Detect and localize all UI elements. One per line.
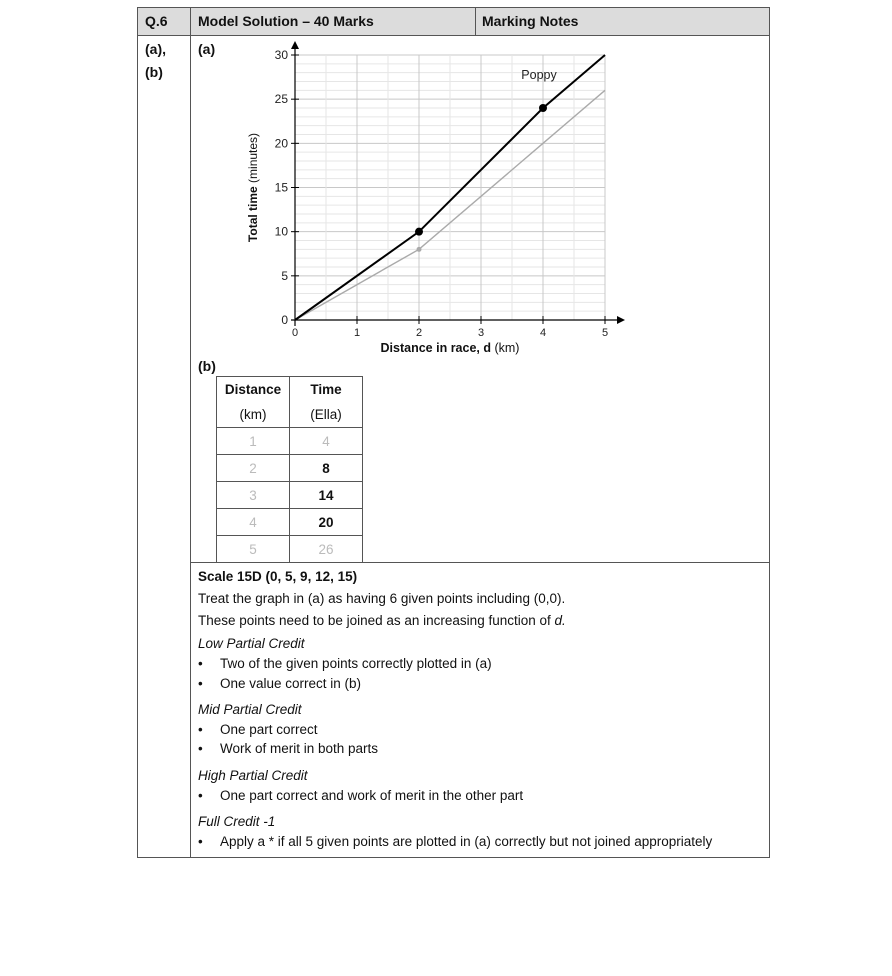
notes-line-2: These points need to be joined as an increasing function of d. [198, 613, 566, 628]
x-tick-label: 4 [539, 327, 547, 339]
y-tick-label: 30 [274, 48, 288, 62]
time-distance-chart [138, 8, 769, 368]
y-tick-label: 5 [281, 268, 288, 283]
x-axis-title: Distance in race, d (km) [380, 341, 520, 355]
table-body [217, 428, 363, 563]
time-cell: 14 [290, 482, 363, 509]
full-credit-title: Full Credit -1 [198, 814, 276, 829]
high-credit-title: High Partial Credit [198, 768, 308, 783]
time-cell: 4 [290, 428, 363, 455]
time-cell: 20 [290, 509, 363, 536]
table-row [217, 482, 363, 509]
table-header-time: Time [290, 377, 363, 402]
y-axis-title: Total time (minutes) [246, 132, 260, 243]
table-subheader-distance: (km) [217, 401, 290, 428]
chart-axes [291, 41, 625, 326]
time-cell: 26 [290, 536, 363, 563]
low-credit-item: • One value correct in (b) [198, 676, 362, 691]
part-b-label: (b) [198, 358, 216, 374]
question-number: Q.6 [145, 13, 168, 29]
notes-line-1: Treat the graph in (a) as having 6 given points including (0,0). [198, 591, 566, 606]
mid-credit-title: Mid Partial Credit [198, 702, 302, 717]
distance-cell: 1 [217, 428, 290, 455]
x-tick-label: 5 [601, 327, 609, 339]
bullet-icon: • [198, 834, 203, 849]
data-point [539, 104, 547, 112]
parts-label-b: (b) [145, 64, 163, 80]
distance-cell: 4 [217, 509, 290, 536]
high-credit-item: • One part correct and work of merit in the other part [198, 788, 524, 803]
parts-label-a: (a), [145, 41, 166, 57]
y-axis-arrow-icon [291, 41, 299, 49]
y-tick-label: 20 [274, 136, 288, 151]
data-point [417, 247, 422, 252]
chart-labels [246, 48, 608, 355]
solution-title: Model Solution – 40 Marks [198, 13, 374, 29]
full-credit-item: • Apply a * if all 5 given points are plotted in (a) correctly but not joined appropriately [198, 834, 713, 849]
variable-d: d. [554, 613, 566, 628]
y-tick-label: 10 [274, 224, 288, 239]
table-row [217, 536, 363, 563]
marking-scheme-sheet [137, 7, 770, 858]
table-row [217, 455, 363, 482]
table-subheader-time: (Ella) [290, 401, 363, 428]
x-tick-label: 2 [415, 327, 423, 339]
bullet-icon: • [198, 722, 203, 737]
mid-credit-item: • Work of merit in both parts [198, 741, 379, 756]
x-tick-label: 1 [353, 327, 361, 339]
x-axis-arrow-icon [617, 316, 625, 324]
low-credit-title: Low Partial Credit [198, 636, 305, 651]
time-cell: 8 [290, 455, 363, 482]
x-tick-label: 0 [291, 327, 299, 339]
distance-cell: 5 [217, 536, 290, 563]
table-row [217, 428, 363, 455]
scale-line: Scale 15D (0, 5, 9, 12, 15) [198, 569, 358, 584]
notes-title: Marking Notes [482, 13, 579, 29]
table-row [217, 509, 363, 536]
bullet-icon: • [198, 656, 203, 671]
series-name-label: Poppy [521, 67, 557, 82]
data-point [415, 228, 423, 236]
mid-credit-item: • One part correct [198, 722, 318, 737]
bullet-icon: • [198, 741, 203, 756]
x-tick-label: 3 [477, 327, 485, 339]
y-tick-label: 25 [274, 92, 288, 107]
table-header-distance: Distance [217, 377, 290, 402]
part-a-label: (a) [198, 41, 216, 57]
bullet-icon: • [198, 676, 203, 691]
y-tick-label: 0 [281, 313, 288, 327]
distance-cell: 3 [217, 482, 290, 509]
distance-cell: 2 [217, 455, 290, 482]
y-tick-label: 15 [274, 180, 288, 195]
ella-times-table [216, 376, 363, 563]
low-credit-item: • Two of the given points correctly plotted in (a) [198, 656, 492, 671]
bullet-icon: • [198, 788, 203, 803]
